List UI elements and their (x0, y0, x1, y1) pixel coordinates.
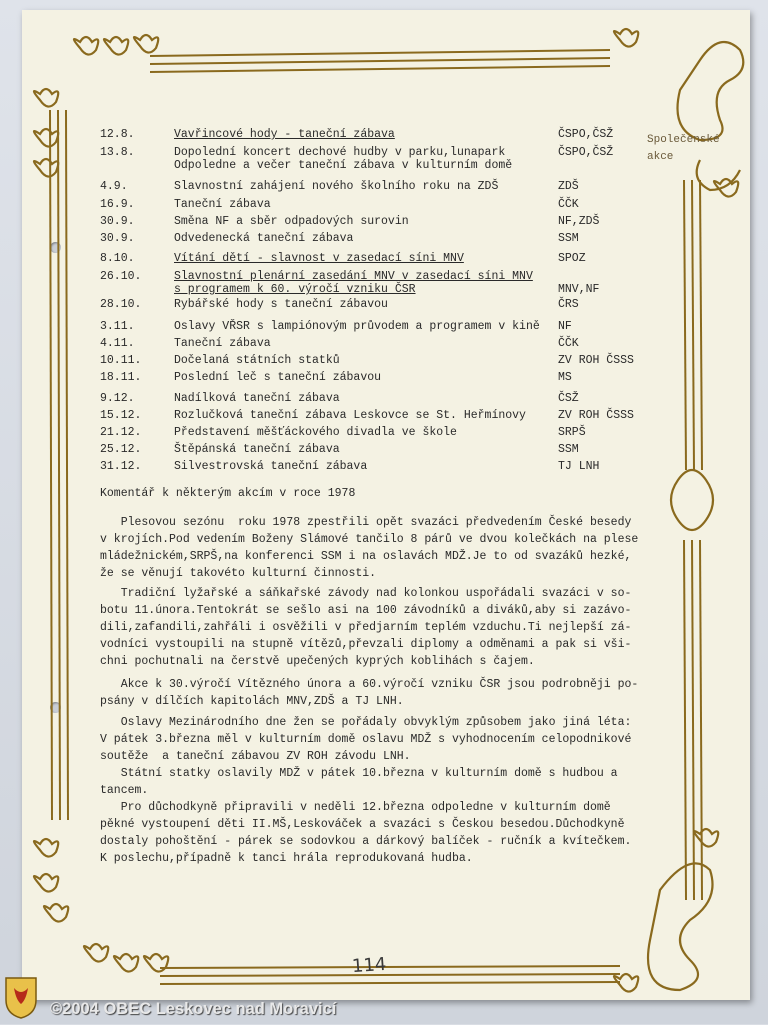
event-org: SRPŠ (558, 426, 586, 439)
event-row (100, 270, 660, 284)
event-row (100, 215, 660, 229)
event-org: ČSPO,ČSŽ (558, 128, 614, 141)
event-date: 10.11. (100, 354, 142, 367)
event-row (100, 128, 660, 142)
page-number: 114 (351, 953, 388, 978)
event-text: Taneční zábava (174, 337, 271, 350)
event-date: 30.9. (100, 232, 135, 245)
text-line: pěkné vystoupení děti II.MŠ,Leskováček a svazáci s Českou besedou.Důchodkyně (100, 818, 625, 831)
text-line: Akce k 30.výročí Vítězného února a 60.výročí vzniku ČSR jsou podrobněji po- (100, 678, 639, 691)
event-text: Poslední leč s taneční zábavou (174, 371, 382, 384)
event-row (100, 159, 660, 173)
event-row (100, 320, 660, 334)
event-text: Slavnostní zahájení nového školního roku na ZDŠ (174, 180, 499, 193)
event-date: 26.10. (100, 270, 142, 283)
coat-of-arms-icon (4, 976, 38, 1020)
text-line: že se věnují takovéto kulturní činnosti. (100, 567, 377, 580)
event-org: ČČK (558, 337, 579, 350)
event-date: 31.12. (100, 460, 142, 473)
event-org: SSM (558, 232, 579, 245)
text-line: Oslavy Mezinárodního dne žen se pořádaly obvyklým způsobem jako jiná léta: (100, 716, 632, 729)
event-text: Vítání dětí - slavnost v zasedací síni MNV (174, 252, 464, 265)
side-note-line: akce (647, 151, 674, 163)
event-date: 9.12. (100, 392, 135, 405)
commentary-paragraph (100, 714, 630, 867)
event-row (100, 252, 660, 266)
text-line: vodníci vystoupili na stupně vítězů,převzali diplomy a odměnami a pak si vši- (100, 638, 632, 651)
event-text: Nadílková taneční zábava (174, 392, 340, 405)
event-date: 15.12. (100, 409, 142, 422)
event-date: 25.12. (100, 443, 142, 456)
event-date: 16.9. (100, 198, 135, 211)
text-line: Plesovou sezónu roku 1978 zpestřili opět svazáci předvedením České besedy (100, 516, 632, 529)
text-line: mládežnickém,SRPŠ,na konferenci SSM i na oslavách MDŽ.Je to od svazáků hezké, (100, 550, 632, 563)
text-line: psány v dílčích kapitolách MNV,ZDŠ a TJ LNH. (100, 695, 404, 708)
event-org: NF (558, 320, 572, 333)
side-note-line: Společenské (647, 134, 720, 146)
event-date: 4.11. (100, 337, 135, 350)
event-org: TJ LNH (558, 460, 600, 473)
event-text: Odvedenecká taneční zábava (174, 232, 354, 245)
event-org: ČSŽ (558, 392, 579, 405)
event-org: ZV ROH ČSSS (558, 354, 634, 367)
event-org: ČČK (558, 198, 579, 211)
text-line: tancem. (100, 784, 149, 797)
text-line: chni pochutnali na čerstvě upečených kyprých koblihách s čajem. (100, 655, 535, 668)
event-row (100, 298, 660, 312)
event-text: Představení měšťáckového divadla ve škole (174, 426, 457, 439)
event-org: ČSPO,ČSŽ (558, 146, 614, 159)
event-date: 12.8. (100, 128, 135, 141)
text-line: Pro důchodkyně připravili v neděli 12.března odpoledne v kulturním domě (100, 801, 611, 814)
commentary-paragraph (100, 514, 639, 582)
event-text: Rybářské hody s taneční zábavou (174, 298, 388, 311)
event-row (100, 146, 660, 160)
event-text: Odpoledne a večer taneční zábava v kulturním domě (174, 159, 513, 172)
event-row (100, 460, 660, 474)
event-date: 30.9. (100, 215, 135, 228)
event-row (100, 443, 660, 457)
event-date: 18.11. (100, 371, 142, 384)
event-row (100, 371, 660, 385)
event-org: SSM (558, 443, 579, 456)
commentary-heading: Komentář k některým akcím v roce 1978 (100, 487, 356, 500)
event-date: 28.10. (100, 298, 142, 311)
text-line: Tradiční lyžařské a sáňkařské závody nad kolonkou uspořádali svazáci v so- (100, 587, 632, 600)
event-date: 3.11. (100, 320, 135, 333)
event-text: Směna NF a sběr odpadových surovin (174, 215, 409, 228)
event-text: Vavřincové hody - taneční zábava (174, 128, 395, 141)
event-date: 8.10. (100, 252, 135, 265)
text-line: K poslechu,případně k tanci hrála reprodukovaná hudba. (100, 852, 473, 865)
text-line: Státní statky oslavily MDŽ v pátek 10.března v kulturním domě s hudbou a (100, 767, 618, 780)
text-line: dostaly pohoštění - párek se sodovkou a dárkový balíček - ručník a kvítečkem. (100, 835, 632, 848)
event-text: s programem k 60. výročí vzniku ČSR (174, 283, 416, 296)
event-text: Oslavy VŘSR s lampiónovým průvodem a programem v kině (174, 320, 540, 333)
event-text: Rozlučková taneční zábava Leskovce se St. Heřmínovy (174, 409, 526, 422)
event-date: 21.12. (100, 426, 142, 439)
event-row (100, 426, 660, 440)
event-row (100, 180, 660, 194)
event-org: NF,ZDŠ (558, 215, 600, 228)
event-text: Slavnostní plenární zasedání MNV v zasedací síni MNV (174, 270, 533, 283)
event-org: ZDŠ (558, 180, 579, 193)
event-text: Dočelaná státních statků (174, 354, 340, 367)
event-text: Dopolední koncert dechové hudby v parku,lunapark (174, 146, 506, 159)
event-row (100, 354, 660, 368)
copyright-footer: ©2004 OBEC Leskovec nad Moravicí (50, 1000, 337, 1018)
event-org: MNV,NF (558, 283, 600, 296)
event-row (100, 198, 660, 212)
text-line: V pátek 3.března měl v kulturním domě oslavu MDŽ s vyhodnocením celopodnikové (100, 733, 632, 746)
event-org: ZV ROH ČSSS (558, 409, 634, 422)
event-date: 4.9. (100, 180, 128, 193)
text-line: botu 11.února.Tentokrát se sešlo asi na 100 závodníků a diváků,aby si zazávo- (100, 604, 632, 617)
event-row (100, 392, 660, 406)
text-line: dili,zafandili,zahřáli i osvěžili v předjarním teplém vzduchu.Ti nejlepší zá- (100, 621, 632, 634)
event-org: ČRS (558, 298, 579, 311)
event-row (100, 337, 660, 351)
commentary-paragraph (100, 676, 639, 710)
event-org: MS (558, 371, 572, 384)
text-line: v krojích.Pod vedením Boženy Slámové tančilo 8 párů ve dvou kolečkách na plese (100, 533, 639, 546)
event-date: 13.8. (100, 146, 135, 159)
commentary-paragraph (100, 585, 630, 670)
text-line: soutěže a taneční zábavou ZV ROH závodu LNH. (100, 750, 411, 763)
event-row (100, 409, 660, 423)
side-note (647, 132, 720, 166)
event-org: SPOZ (558, 252, 586, 265)
event-row (100, 232, 660, 246)
event-row (100, 283, 660, 297)
event-text: Silvestrovská taneční zábava (174, 460, 368, 473)
event-text: Taneční zábava (174, 198, 271, 211)
event-text: Štěpánská taneční zábava (174, 443, 340, 456)
